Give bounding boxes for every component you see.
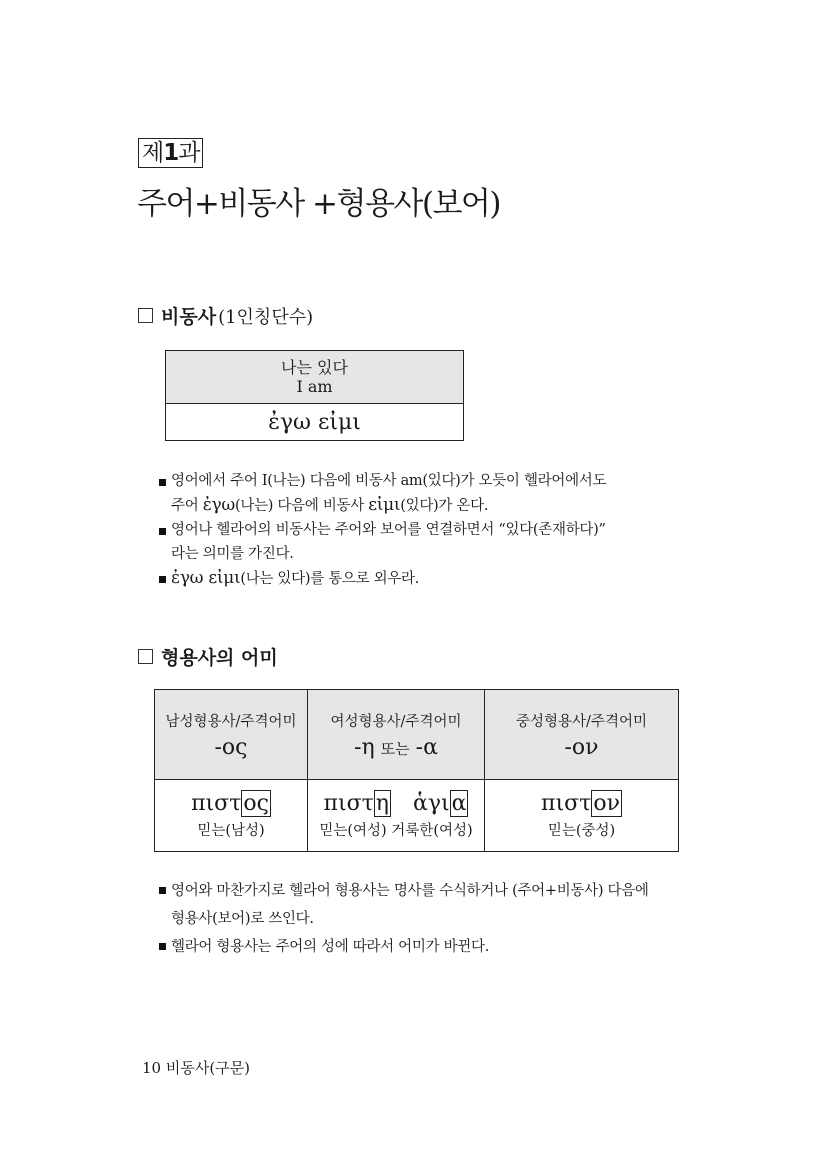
copula-header-korean: 나는 있다 xyxy=(281,358,348,377)
adjective-notes xyxy=(158,877,649,961)
list-item: 영어나 헬라어의 비동사는 주어와 보어를 연결하면서 “있다(존재하다)” 라는 의미를 가진다. xyxy=(158,518,606,566)
section-heading-copula xyxy=(138,302,313,329)
section-title: 형용사의 어미 xyxy=(161,647,278,669)
neuter-header-cell: 중성형용사/주격어미 -ον xyxy=(485,690,679,780)
neuter-example-cell: πιστον 믿는(중성) xyxy=(485,780,679,852)
list-item: 영어에서 주어 I(나는) 다음에 비동사 am(있다)가 오듯이 헬라어에서도 주어 ἐγω(나는) 다음에 비동사 εἰμι(있다)가 온다. xyxy=(158,469,606,518)
section-subtitle: (1인칭단수) xyxy=(218,306,314,328)
checkbox-square-icon xyxy=(138,308,153,323)
masculine-example-cell: πιστος 믿는(남성) xyxy=(155,780,308,852)
adjective-endings-table xyxy=(154,689,679,852)
masculine-header-cell: 남성형용사/주격어미 -ος xyxy=(155,690,308,780)
copula-header-cell xyxy=(166,351,464,404)
page-title: 주어+비동사 +형용사(보어) xyxy=(137,186,500,222)
page-footer: 10 비동사(구문) xyxy=(142,1059,251,1077)
feminine-example-cell: πιστη ἁγια 믿는(여성) 거룩한(여성) xyxy=(308,780,485,852)
copula-notes xyxy=(158,469,606,591)
list-item: 헬라어 형용사는 주어의 성에 따라서 어미가 바뀐다. xyxy=(158,933,649,961)
lesson-number: 제1과 xyxy=(138,138,203,168)
section-title: 비동사 xyxy=(161,306,217,328)
copula-header-english: I am xyxy=(296,377,333,396)
copula-table xyxy=(165,350,464,441)
copula-greek-cell: ἐγω εἰμι xyxy=(166,404,464,441)
list-item: 영어와 마찬가지로 헬라어 형용사는 명사를 수식하거나 (주어+비동사) 다음에 형용사(보어)로 쓰인다. xyxy=(158,877,649,933)
feminine-header-cell: 여성형용사/주격어미 -η 또는 -α xyxy=(308,690,485,780)
checkbox-square-icon xyxy=(138,649,153,664)
list-item: ἐγω εἰμι(나는 있다)를 통으로 외우라. xyxy=(158,566,606,591)
section-heading-adjective xyxy=(138,643,278,670)
